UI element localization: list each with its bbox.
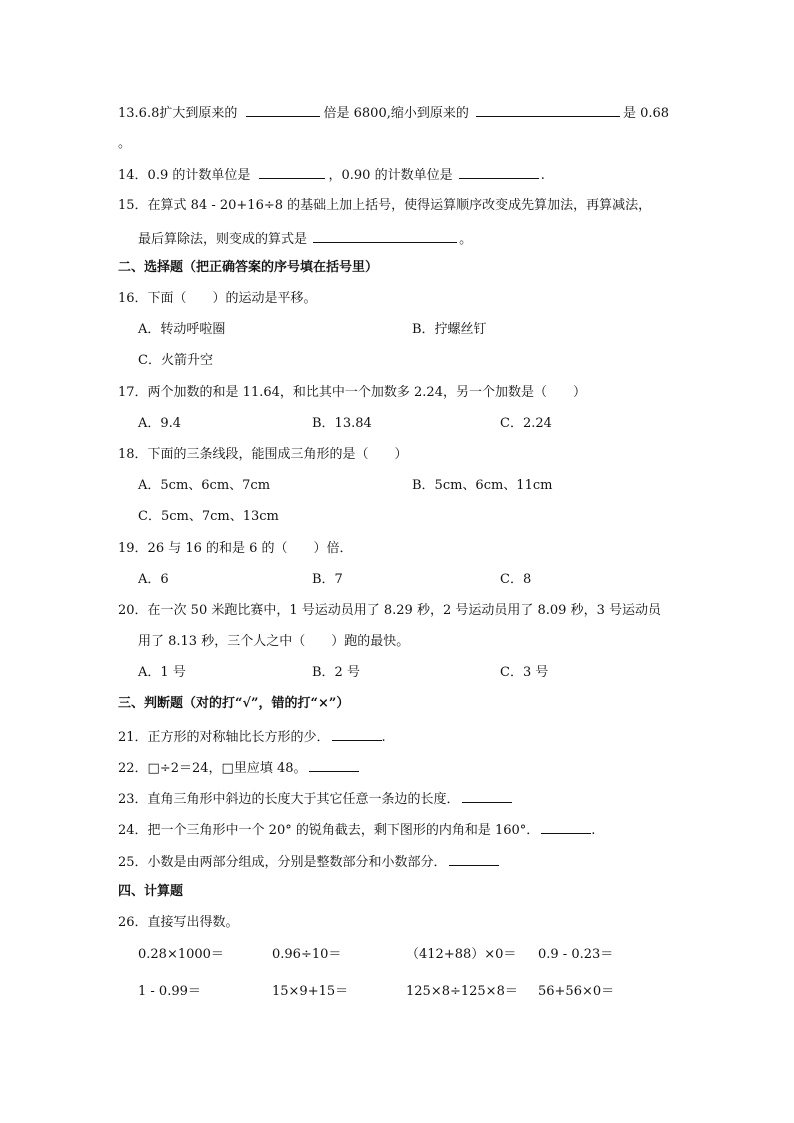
- q18-option-c[interactable]: C．5cm、7cm、13cm: [138, 509, 279, 524]
- q13-end: 。: [118, 136, 132, 151]
- q22-text: 22．□÷2＝24，□里应填 48。: [118, 761, 307, 776]
- section-judge-title: 三、判断题（对的打“√”，错的打“×”）: [118, 696, 350, 711]
- calc-item: 1 - 0.99＝: [138, 984, 201, 999]
- q14-blank-2[interactable]: [459, 166, 539, 179]
- q21-end: .: [381, 730, 386, 745]
- q16-option-b[interactable]: B．拧螺丝钉: [412, 322, 487, 337]
- q17-option-b[interactable]: B．13.84: [312, 416, 372, 431]
- q15-text-b: 。: [459, 232, 473, 247]
- q13-blank-1[interactable]: [246, 104, 320, 117]
- q13-blank-2[interactable]: [476, 104, 620, 117]
- q16-option-c[interactable]: C．火箭升空: [138, 353, 213, 368]
- question-20-line-2: 用了 8.13 秒，三个人之中（ ）跑的最快。: [138, 634, 410, 649]
- q20-option-c[interactable]: C．3 号: [500, 665, 549, 680]
- question-21: [118, 728, 386, 746]
- q24-text: 24．把一个三角形中一个 20° 的锐角截去，剩下图形的内角和是 160°．: [118, 823, 540, 838]
- q14-text-a: 14．0.9 的计数单位是: [118, 168, 251, 183]
- q19-option-a[interactable]: A．6: [138, 572, 169, 587]
- q18-option-a[interactable]: A．5cm、6cm、7cm: [138, 478, 271, 493]
- calc-item: 15×9+15＝: [272, 984, 349, 999]
- q15-text-a: 最后算除法，则变成的算式是: [138, 232, 308, 247]
- calc-item: 56+56×0＝: [538, 984, 615, 999]
- calc-item: （412+88）×0＝: [406, 947, 517, 962]
- q13-text-c: 是 0.68: [623, 106, 670, 121]
- question-20-line-1: 20．在一次 50 米跑比赛中，1 号运动员用了 8.29 秒，2 号运动员用了 8.09 秒，3 号运动员: [118, 603, 661, 618]
- q18-option-b[interactable]: B．5cm、6cm、11cm: [412, 478, 553, 493]
- q15-blank[interactable]: [313, 230, 457, 243]
- question-13: [118, 104, 669, 122]
- question-18-stem: 18．下面的三条线段，能围成三角形的是（ ）: [118, 447, 408, 462]
- q14-text-c: .: [540, 168, 545, 183]
- q17-option-a[interactable]: A．9.4: [138, 416, 182, 431]
- section-choice-title: 二、选择题（把正确答案的序号填在括号里）: [118, 260, 379, 275]
- question-16-stem: 16．下面（ ）的运动是平移。: [118, 291, 317, 306]
- calc-item: 0.28×1000＝: [138, 947, 224, 962]
- section-calc-title: 四、计算题: [118, 884, 184, 899]
- q14-text-b: ，0.90 的计数单位是: [328, 168, 453, 183]
- q13-text-b: 倍是 6800,缩小到原来的: [323, 106, 469, 121]
- question-19-stem: 19．26 与 16 的和是 6 的（ ）倍．: [118, 541, 353, 556]
- question-24: [118, 821, 595, 839]
- q25-blank[interactable]: [449, 853, 499, 866]
- calc-item: 0.9 - 0.23＝: [538, 947, 614, 962]
- q23-text: 23．直角三角形中斜边的长度大于其它任意一条边的长度．: [118, 792, 460, 807]
- q19-option-b[interactable]: B．7: [312, 572, 343, 587]
- q23-blank[interactable]: [462, 790, 512, 803]
- q20-option-b[interactable]: B．2 号: [312, 665, 360, 680]
- question-15-line-1: 15．在算式 84 - 20+16÷8 的基础上加上括号，使得运算顺序改变成先算加法，再算减法，: [118, 198, 652, 213]
- calc-item: 0.96÷10＝: [272, 947, 342, 962]
- question-25: [118, 853, 499, 871]
- q24-end: .: [591, 823, 596, 838]
- q19-option-c[interactable]: C．8: [500, 572, 532, 587]
- question-15-line-2: [138, 230, 472, 248]
- q17-option-c[interactable]: C．2.24: [500, 416, 552, 431]
- q22-blank[interactable]: [309, 759, 359, 772]
- q25-text: 25．小数是由两部分组成，分别是整数部分和小数部分．: [118, 855, 447, 870]
- q21-blank[interactable]: [332, 728, 382, 741]
- question-17-stem: 17．两个加数的和是 11.64，和比其中一个加数多 2.24，另一个加数是（ ）: [118, 385, 586, 400]
- question-26-stem: 26．直接写出得数。: [118, 915, 239, 930]
- question-14: [118, 166, 545, 184]
- q16-option-a[interactable]: A．转动呼啦圈: [138, 322, 226, 337]
- question-23: [118, 790, 512, 808]
- q13-text-a: 13.6.8扩大到原来的: [118, 106, 238, 121]
- q20-option-a[interactable]: A．1 号: [138, 665, 186, 680]
- calc-item: 125×8÷125×8＝: [406, 984, 518, 999]
- q14-blank-1[interactable]: [259, 166, 325, 179]
- q21-text: 21．正方形的对称轴比长方形的少．: [118, 730, 330, 745]
- q24-blank[interactable]: [541, 821, 591, 834]
- question-22: [118, 759, 359, 777]
